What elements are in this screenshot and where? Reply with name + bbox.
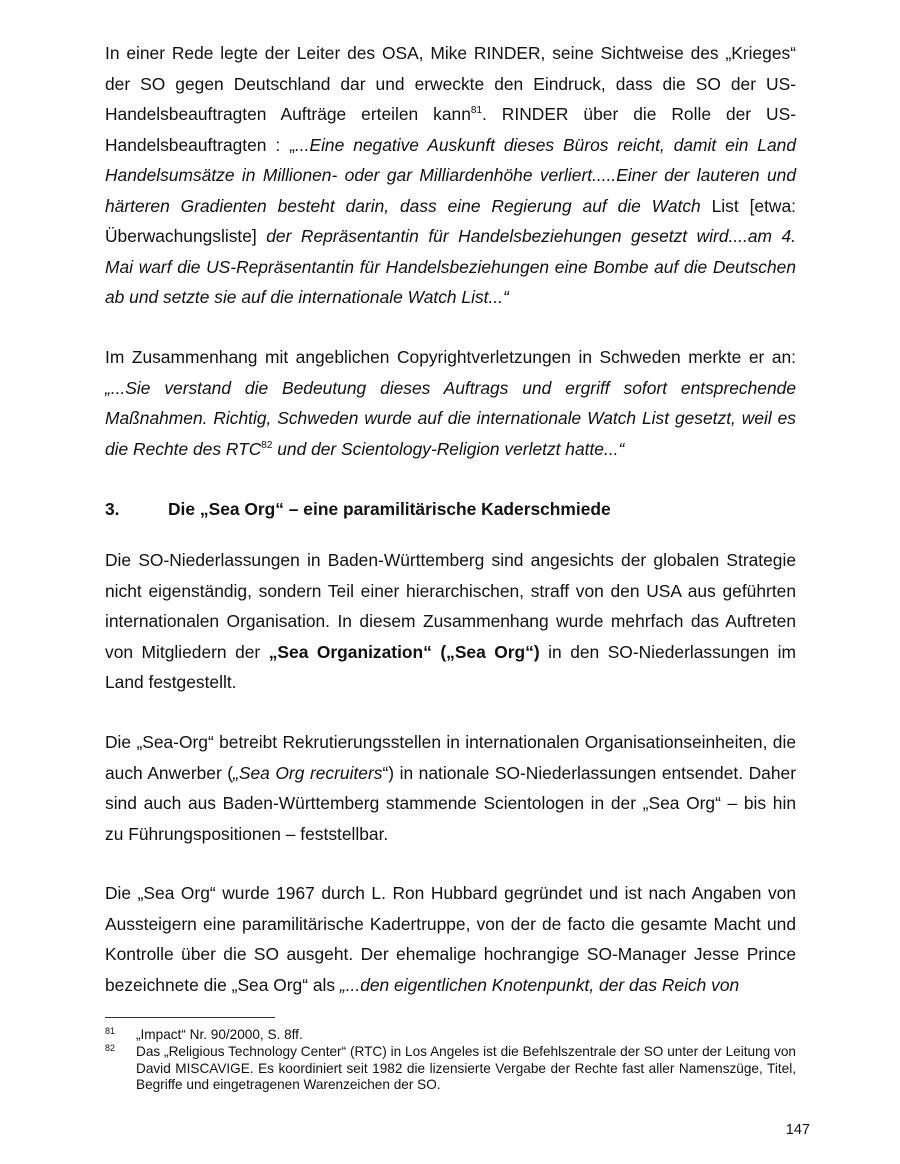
footnote-separator (105, 1017, 275, 1018)
footnote-ref-82: 82 (261, 439, 273, 451)
section-title: Die „Sea Org“ – eine paramilitärische Kaderschmiede (168, 499, 611, 519)
paragraph-sweden: Im Zusammenhang mit angeblichen Copyrightverletzungen in Schweden merkte er an: „...Sie verstand die Bedeutung dieses Auftrags und ergriff sofort entsprechende Maßnahmen. Richtig, Schweden wurde auf die internationale Watch List gesetzt, weil es die Rechte des RTC$^{82}$ und der Scientology-Religion verletzt hatte...“ (105, 347, 796, 459)
paragraph-recruitment: Die „Sea-Org“ betreibt Rekrutierungsstellen in internationalen Organisationseinheiten, die auch Anwerber („Sea Org recruiters“) in nationale SO-Niederlassungen entsendet. Daher sind auch aus Baden-Württemberg stammende Scientologen in der „Sea Org“ – bis hin zu Führungspositionen – feststellbar. (105, 732, 796, 844)
footnote-81: 81 „Impact“ Nr. 90/2000, S. 8ff. (105, 1026, 303, 1042)
footnote-ref-81: 81 (470, 105, 483, 116)
paragraph-sea-org-history: Die „Sea Org“ wurde 1967 durch L. Ron Hubbard gegründet und ist nach Angaben von Aussteigern eine paramilitärische Kadertruppe, von der de facto die gesamte Macht und Kontrolle über die SO ausgeht. Der ehemalige hochrangige SO-Manager Jesse Prince bezeichnete die „Sea Org“ als „...den eigentlichen Knotenpunkt, der das Reich von (105, 883, 796, 995)
page-number: 147 (785, 1122, 810, 1138)
section-number: 3. (105, 499, 120, 519)
paragraph-rinder-speech: In einer Rede legte der Leiter des OSA, Mike RINDER, seine Sichtweise des „Krieges“ der SO gegen Deutschland dar und erweckte den Eindruck, dass die SO der US-Handelsbeauftragten Aufträge erteilen kann$^{81}$. RINDER über die Rolle der US-Handelsbeauftragten : „...Eine negative Auskunft dieses Büros reicht, damit ein Land Handelsumsätze in Millionen- oder gar Milliardenhöhe verliert.....Einer der lauteren und härteren Gradienten besteht darin, dass eine Regierung auf die Watch List [etwa: Überwachungsliste] der Repräsentantin für Handelsbeziehungen gesetzt wird....am 4. Mai warf die US-Repräsentantin für Handelsbeziehungen eine Bombe auf die Deutschen ab und setzte sie auf die internationale Watch List...“ (105, 43, 797, 307)
section-heading (105, 494, 796, 524)
paragraph-so-branches: Die SO-Niederlassungen in Baden-Württemberg sind angesichts der globalen Strategie nicht eigenständig, sondern Teil einer hierarchischen, straff von den USA aus geführten internationalen Organisation. In diesem Zusammenhang wurde mehrfach das Auftreten von Mitgliedern der „Sea Organization“ („Sea Org“) in den SO-Niederlassungen im Land festgestellt. (105, 550, 796, 692)
footnote-82: 82 Das „Religious Technology Center“ (RTC) in Los Angeles ist die Befehlszentrale der SO unter der Leitung von David MISCAVIGE. Es koordiniert seit 1982 die lizensierte Vergabe der Rechte fast aller Namenszüge, Titel, Begriffe und eingetragenen Warenzeichen der SO. (105, 1043, 796, 1092)
